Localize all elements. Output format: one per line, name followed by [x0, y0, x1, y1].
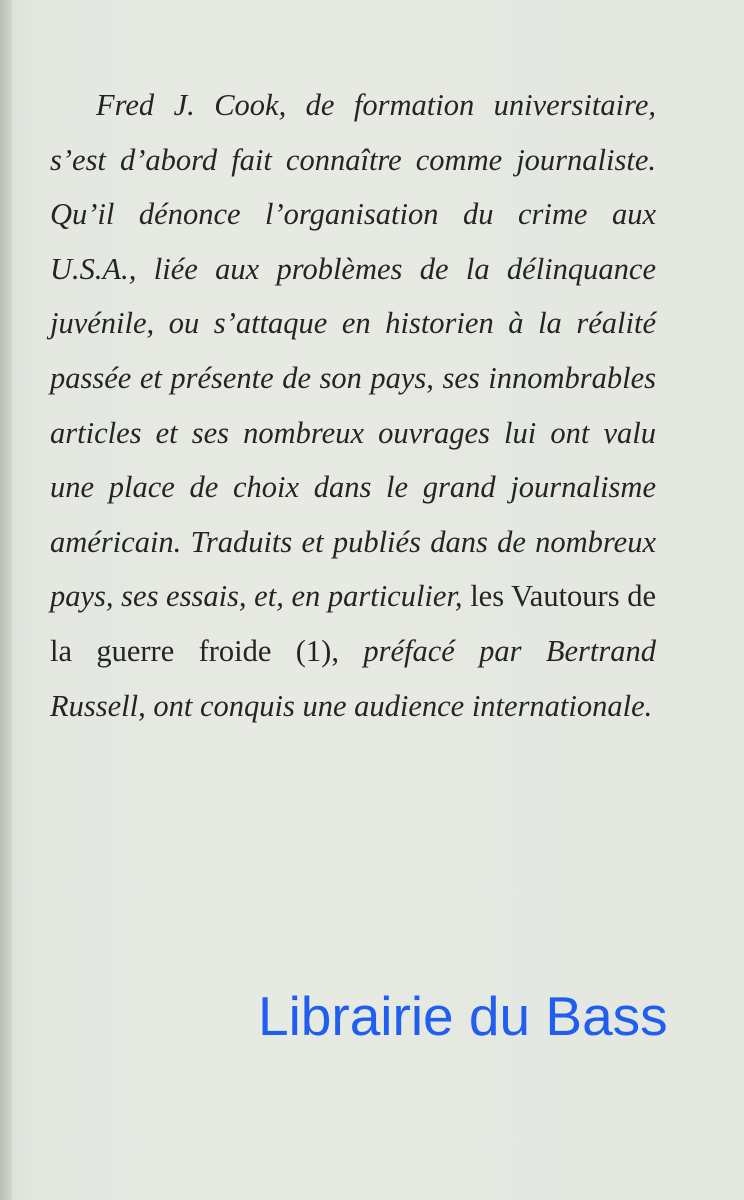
- book-title-roman: les Vautours de la guerre froide (1),: [50, 579, 656, 668]
- author-bio-paragraph: [50, 78, 656, 733]
- bio-text-italic-1: Fred J. Cook, de formation universitaire, s’est d’abord fait connaître comme journaliste. Qu’il dénonce l’organisation du crime aux U.S.A., liée aux problèmes de la délinquance juvénile, ou s’attaque en historien à la réalité passée et présente de son pays, ses innombrables articles et ses nombreux ouvrages lui ont valu une place de choix dans le grand journalisme américain. Traduits et publiés dans de nombreux pays, ses essais, et, en particulier,: [50, 88, 656, 614]
- page-edge-shadow: [0, 0, 12, 1200]
- bio-text-italic-2: préfacé par Bertrand Russell, ont conquis une audience internationale.: [50, 633, 656, 723]
- bookseller-watermark: Librairie du Bass: [258, 985, 668, 1047]
